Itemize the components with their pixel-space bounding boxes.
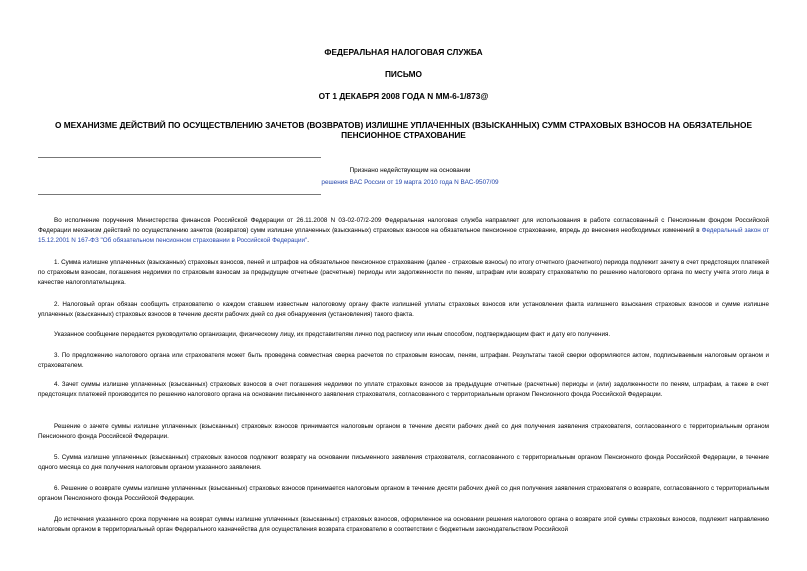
paragraph-end: .: [307, 237, 310, 244]
body-paragraph-10: До истечения указанного срока поручение на возврат суммы излишне уплаченных (взысканных) страховых взносов, оформленное на основании решения налогового органа о возврате этой суммы страховых взносов, подлежит направлению налоговым органом в территориальный орган Федерального казначейства для осуществления возврата страхователю в соответствии с бюджетным законодательством Российской: [38, 516, 769, 533]
divider-bottom: [38, 194, 321, 195]
paragraph-text: Во исполнение поручения Министерства финансов Российской Федерации от 26.11.2008 N 03-02-07/2-209 Федеральная налоговая служба направляет для использования в работе согласованный с Пенсионным фондом Российской Федерации механизм действий по осуществлению зачетов (возвратов) сумм излишне уплаченных (взысканных) страховых взносов на обязательное пенсионное страхование, впредь до внесения необходимых изменений в: [38, 217, 769, 234]
body-paragraph-5: 3. По предложению налогового органа или страхователя может быть проведена совместная сверка расчетов по страховым взносам, пеням, штрафам. Результаты такой сверки оформляются актом, подписываемым налоговым органом и страхователем.: [38, 352, 769, 369]
document-date-number: ОТ 1 ДЕКАБРЯ 2008 ГОДА N ММ-6-1/873@: [318, 91, 489, 101]
body-paragraph-6: 4. Зачет суммы излишне уплаченных (взысканных) страховых взносов в счет погашения недоимки по уплате страховых взносов за предыдущие отчетные (расчетные) периоды и (или) задолженности по пеням, штрафам, а также в счет предстоящих платежей производится по решению налогового органа на основании письменного заявления страхователя, согласованного с территориальным органом Пенсионного фонда Российской Федерации.: [38, 381, 769, 398]
body-paragraph-3: 2. Налоговый орган обязан сообщить страхователю о каждом ставшем известным налоговому органу факте излишней уплаты страховых взносов или установлении факта излишнего взыскания страховых взносов и сумме излишне уплаченных (взысканных) страховых взносов в течение десяти рабочих дней со дня обнаружения (установления) такого факта.: [38, 301, 769, 318]
body-paragraph-8: 5. Сумма излишне уплаченных (взысканных) страховых взносов подлежит возврату на основании письменного заявления страхователя, согласованного с территориальным органом Пенсионного фонда Российской Федерации, в течение одного месяца со дня получения налоговым органом указанного заявления.: [38, 454, 769, 471]
body-paragraph-9: 6. Решение о возврате суммы излишне уплаченных (взысканных) страховых взносов принимается налоговым органом в течение десяти рабочих дней со дня получения заявления страхователя о возврате, согласованного с территориальным органом Пенсионного фонда Российской Федерации.: [38, 485, 769, 502]
divider-top: [38, 157, 321, 158]
agency-heading: ФЕДЕРАЛЬНАЯ НАЛОГОВАЯ СЛУЖБА: [324, 47, 483, 57]
federal-law-link[interactable]: Федеральный закон от 15.12.2001 N 167-ФЗ "Об обязательном пенсионном страховании в Российской Федерации": [38, 227, 770, 244]
body-paragraph-7: Решение о зачете суммы излишне уплаченных (взысканных) страховых взносов принимается налоговым органом в течение десяти рабочих дней со дня получения заявления страхователя, согласованного с территориальным органом Пенсионного фонда Российской Федерации.: [38, 423, 769, 440]
document-title: О МЕХАНИЗМЕ ДЕЙСТВИЙ ПО ОСУЩЕСТВЛЕНИЮ ЗАЧЕТОВ (ВОЗВРАТОВ) ИЗЛИШНЕ УПЛАЧЕННЫХ (ВЗЫСКАННЫХ) СУММ СТРАХОВЫХ ВЗНОСОВ НА ОБЯЗАТЕЛЬНОЕ ПЕНСИОННОЕ СТРАХОВАНИЕ: [54, 120, 753, 140]
document-type-heading: ПИСЬМО: [384, 69, 423, 79]
status-note: Признано недействующим на основании: [349, 167, 471, 174]
body-paragraph-1: [38, 216, 769, 246]
body-paragraph-2: 1. Сумма излишне уплаченных (взысканных) страховых взносов, пеней и штрафов на обязательное пенсионное страхование (далее - страховые взносы) по итогу отчетного (расчетного) периода подлежит зачету в счет предстоящих платежей по страховым взносам, погашения недоимки по страховым взносам за предыдущие отчетные (расчетные) периоды или задолженности по пеням, штрафам или возврату страхователю по решению налогового органа по месту учета этого лица в качестве налогоплательщика.: [38, 259, 769, 286]
status-note-link[interactable]: решения ВАС России от 19 марта 2010 года N ВАС-9507/09: [321, 179, 499, 186]
body-paragraph-4: Указанное сообщение передается руководителю организации, физическому лицу, их представителям лично под расписку или иным способом, подтверждающим факт и дату его получения.: [54, 331, 611, 338]
